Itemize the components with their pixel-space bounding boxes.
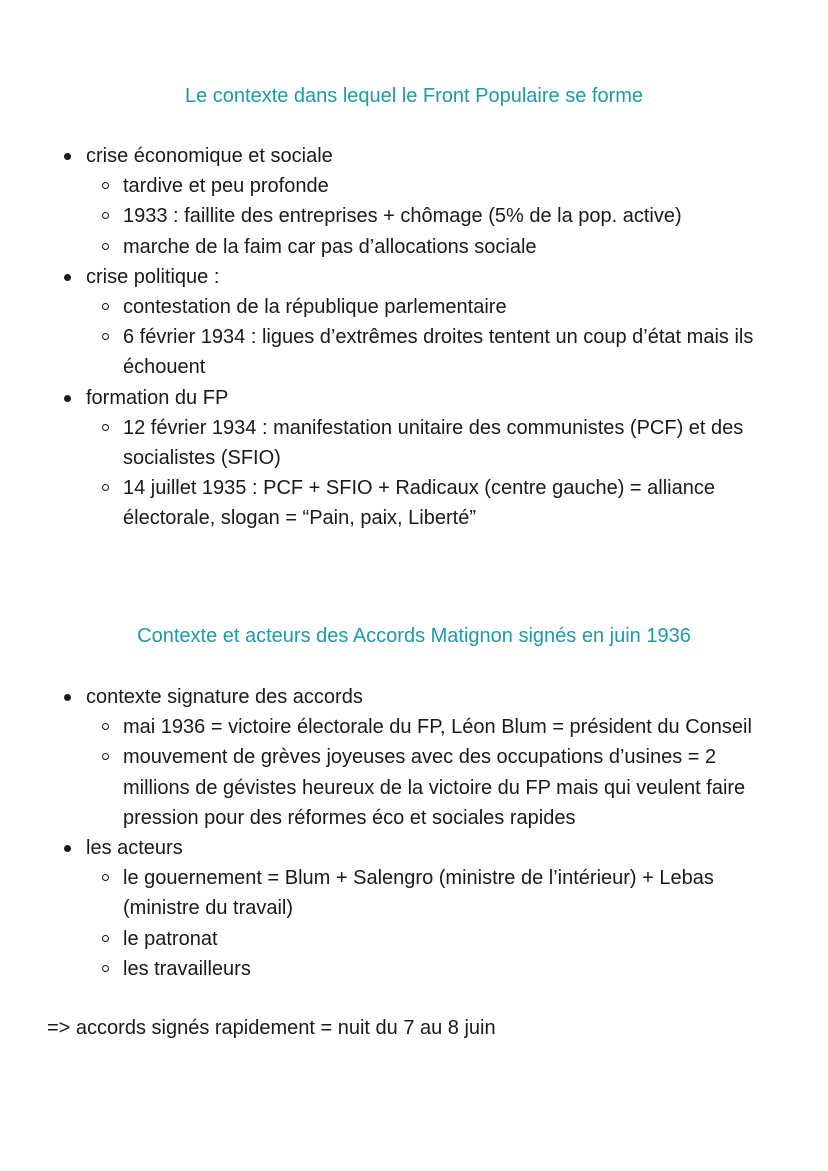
section1-title: Le contexte dans lequel le Front Populaire se forme — [184, 85, 644, 107]
circle-bullet-icon — [102, 182, 109, 189]
sub-list-item — [0, 712, 783, 742]
circle-bullet-icon — [102, 484, 109, 491]
list-item — [0, 141, 806, 262]
sub-list — [86, 712, 806, 833]
section1-list — [0, 141, 806, 534]
circle-bullet-icon — [102, 753, 109, 760]
sub-list-item — [0, 954, 783, 984]
sub-list-item-text: mouvement de grèves joyeuses avec des occupations d’usines = 2 millions de gévistes heureux de la victoire du FP mais qui veulent faire pression pour des réformes éco et sociales rapides — [123, 746, 746, 829]
circle-bullet-icon — [102, 424, 109, 431]
sub-list-item-text: le gouernement = Blum + Salengro (ministre de l’intérieur) + Lebas (ministre du travail) — [123, 867, 714, 920]
list-item — [0, 682, 806, 833]
sub-list-item-text: les travailleurs — [123, 957, 251, 980]
sub-list-item-text: mai 1936 = victoire électorale du FP, Léon Blum = président du Conseil — [123, 716, 752, 739]
sub-list-item-text: contestation de la république parlementaire — [123, 296, 507, 319]
sub-list-item — [0, 413, 783, 473]
circle-bullet-icon — [102, 874, 109, 881]
sub-list-item-text: 14 juillet 1935 : PCF + SFIO + Radicaux (centre gauche) = alliance électorale, slogan = “Pain, paix, Liberté” — [123, 477, 715, 530]
sub-list — [86, 413, 806, 534]
sub-list — [86, 863, 806, 984]
list-item-text: les acteurs — [86, 837, 183, 860]
circle-bullet-icon — [102, 723, 109, 730]
sub-list-item — [0, 863, 783, 923]
sub-list-item — [0, 201, 783, 231]
bullet-icon — [64, 274, 71, 281]
circle-bullet-icon — [102, 243, 109, 250]
section2-title: Contexte et acteurs des Accords Matignon signés en juin 1936 — [137, 625, 691, 647]
sub-list-item — [0, 742, 783, 833]
sub-list-item-text: 12 février 1934 : manifestation unitaire des communistes (PCF) et des socialistes (SFIO) — [123, 416, 744, 470]
bullet-icon — [64, 845, 71, 852]
sub-list-item-text: 1933 : faillite des entreprises + chômage (5% de la pop. active) — [123, 205, 682, 228]
sub-list-item-text: 6 février 1934 : ligues d’extrêmes droites tentent un coup d’état mais ils échouent — [123, 326, 754, 379]
list-item — [0, 262, 806, 383]
list-item-text: crise politique : — [86, 265, 220, 288]
sub-list-item — [0, 924, 783, 954]
sub-list-item — [0, 322, 783, 382]
sub-list — [86, 171, 806, 262]
list-item — [0, 383, 806, 534]
circle-bullet-icon — [102, 212, 109, 219]
section2-list — [0, 682, 806, 984]
sub-list-item — [0, 473, 783, 533]
sub-list-item — [0, 232, 783, 262]
sub-list — [86, 292, 806, 383]
list-item-text: formation du FP — [86, 386, 229, 409]
bullet-icon — [64, 694, 71, 701]
conclusion-line: => accords signés rapidement = nuit du 7 au 8 juin — [47, 1017, 496, 1039]
bullet-icon — [64, 395, 71, 402]
list-item-text: crise économique et sociale — [86, 145, 333, 167]
sub-list-item — [0, 292, 783, 322]
sub-list-item — [0, 171, 783, 201]
sub-list-item-text: le patronat — [123, 927, 218, 950]
sub-list-item-text: tardive et peu profonde — [123, 175, 329, 198]
sub-list-item-text: marche de la faim car pas d’allocations sociale — [123, 235, 537, 258]
circle-bullet-icon — [102, 333, 109, 340]
list-item-text: contexte signature des accords — [86, 686, 363, 708]
list-item — [0, 833, 806, 984]
bullet-icon — [64, 153, 71, 160]
circle-bullet-icon — [102, 935, 109, 942]
circle-bullet-icon — [102, 965, 109, 972]
circle-bullet-icon — [102, 303, 109, 310]
